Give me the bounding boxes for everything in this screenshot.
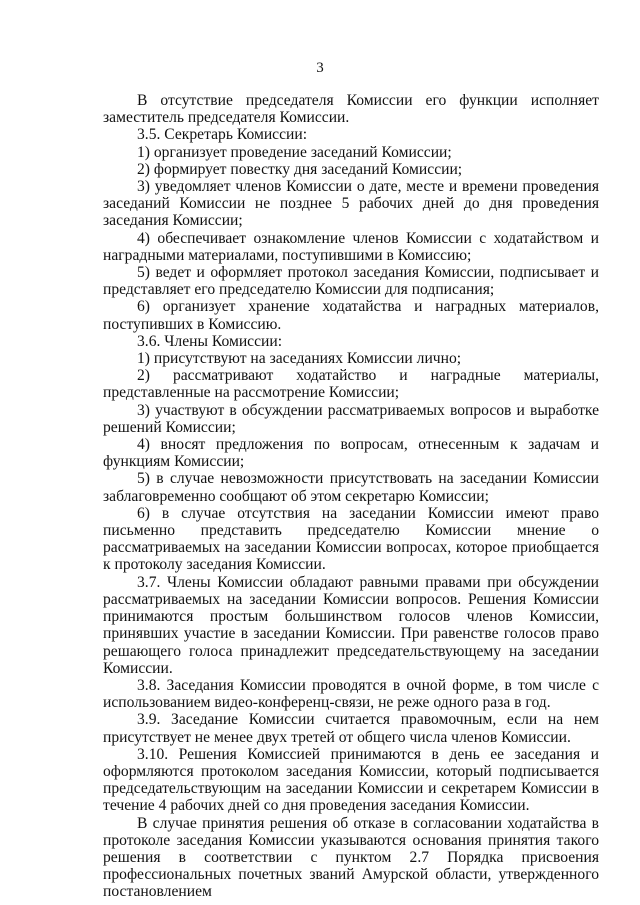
list-item: 4) вносят предложения по вопросам, отнесенным к задачам и функциям Комиссии; bbox=[103, 436, 599, 471]
paragraph: В случае принятия решения об отказе в согласовании ходатайства в протоколе заседания Комиссии указываются основания принятия такого решения в соответствии с пунктом 2.7 Порядка присвоения профессиональных почетных званий Амурской области, утвержденного постановлением bbox=[103, 814, 599, 901]
list-item: 1) организует проведение заседаний Комиссии; bbox=[137, 143, 452, 161]
list-item: 3) уведомляет членов Комиссии о дате, месте и времени проведения заседаний Комиссии не позднее 5 рабочих дней до дня проведения заседания Комиссии; bbox=[103, 178, 599, 230]
list-item: 3) участвуют в обсуждении рассматриваемых вопросов и выработке решений Комиссии; bbox=[103, 401, 599, 436]
list-item: 6) организует хранение ходатайства и наградных материалов, поступивших в Комиссию. bbox=[103, 298, 599, 333]
paragraph: 3.9. Заседание Комиссии считается правомочным, если на нем присутствует не менее двух третей от общего числа членов Комиссии. bbox=[103, 711, 599, 746]
list-item: 1) присутствуют на заседаниях Комиссии лично; bbox=[137, 350, 462, 368]
list-item: 4) обеспечивает ознакомление членов Комиссии с ходатайством и наградными материалами, поступившими в Комиссию; bbox=[103, 229, 599, 264]
paragraph: 3.10. Решения Комиссией принимаются в день ее заседания и оформляются протоколом заседания Комиссии, который подписывается председательствующим на заседании Комиссии и секретарем Комиссии в течение 4 рабочих дней со дня проведения заседания Комиссии. bbox=[103, 745, 599, 815]
paragraph: В отсутствие председателя Комиссии его функции исполняет заместитель председателя Комиссии. bbox=[103, 92, 599, 127]
paragraph: 3.7. Члены Комиссии обладают равными правами при обсуждении рассматриваемых на заседании Комиссии вопросов. Решения Комиссии принимаются простым большинством голосов членов Комиссии, принявших участие в заседании Комиссии. При равенстве голосов право решающего голоса принадлежит председательствующему на заседании Комиссии. bbox=[103, 573, 599, 677]
list-item: 5) ведет и оформляет протокол заседания Комиссии, подписывает и представляет его председателю Комиссии для подписания; bbox=[103, 264, 599, 299]
page-number: 3 bbox=[316, 60, 324, 76]
section-heading: 3.5. Секретарь Комиссии: bbox=[137, 126, 308, 144]
list-item: 5) в случае невозможности присутствовать на заседании Комиссии заблаговременно сообщают об этом секретарю Комиссии; bbox=[103, 470, 599, 505]
section-heading: 3.6. Члены Комиссии: bbox=[137, 332, 283, 350]
list-item: 6) в случае отсутствия на заседании Комиссии имеют право письменно представить председателю Комиссии мнение о рассматриваемых на заседании Комиссии вопросах, которое приобщается к протоколу заседания Комиссии. bbox=[103, 504, 599, 574]
paragraph: 3.8. Заседания Комиссии проводятся в очной форме, в том числе с использованием видео-конференц-связи, не реже одного раза в год. bbox=[103, 676, 599, 712]
document-body bbox=[103, 92, 599, 901]
list-item: 2) рассматривают ходатайство и наградные материалы, представленные на рассмотрение Комиссии; bbox=[103, 367, 599, 402]
list-item: 2) формирует повестку дня заседаний Комиссии; bbox=[137, 160, 463, 178]
